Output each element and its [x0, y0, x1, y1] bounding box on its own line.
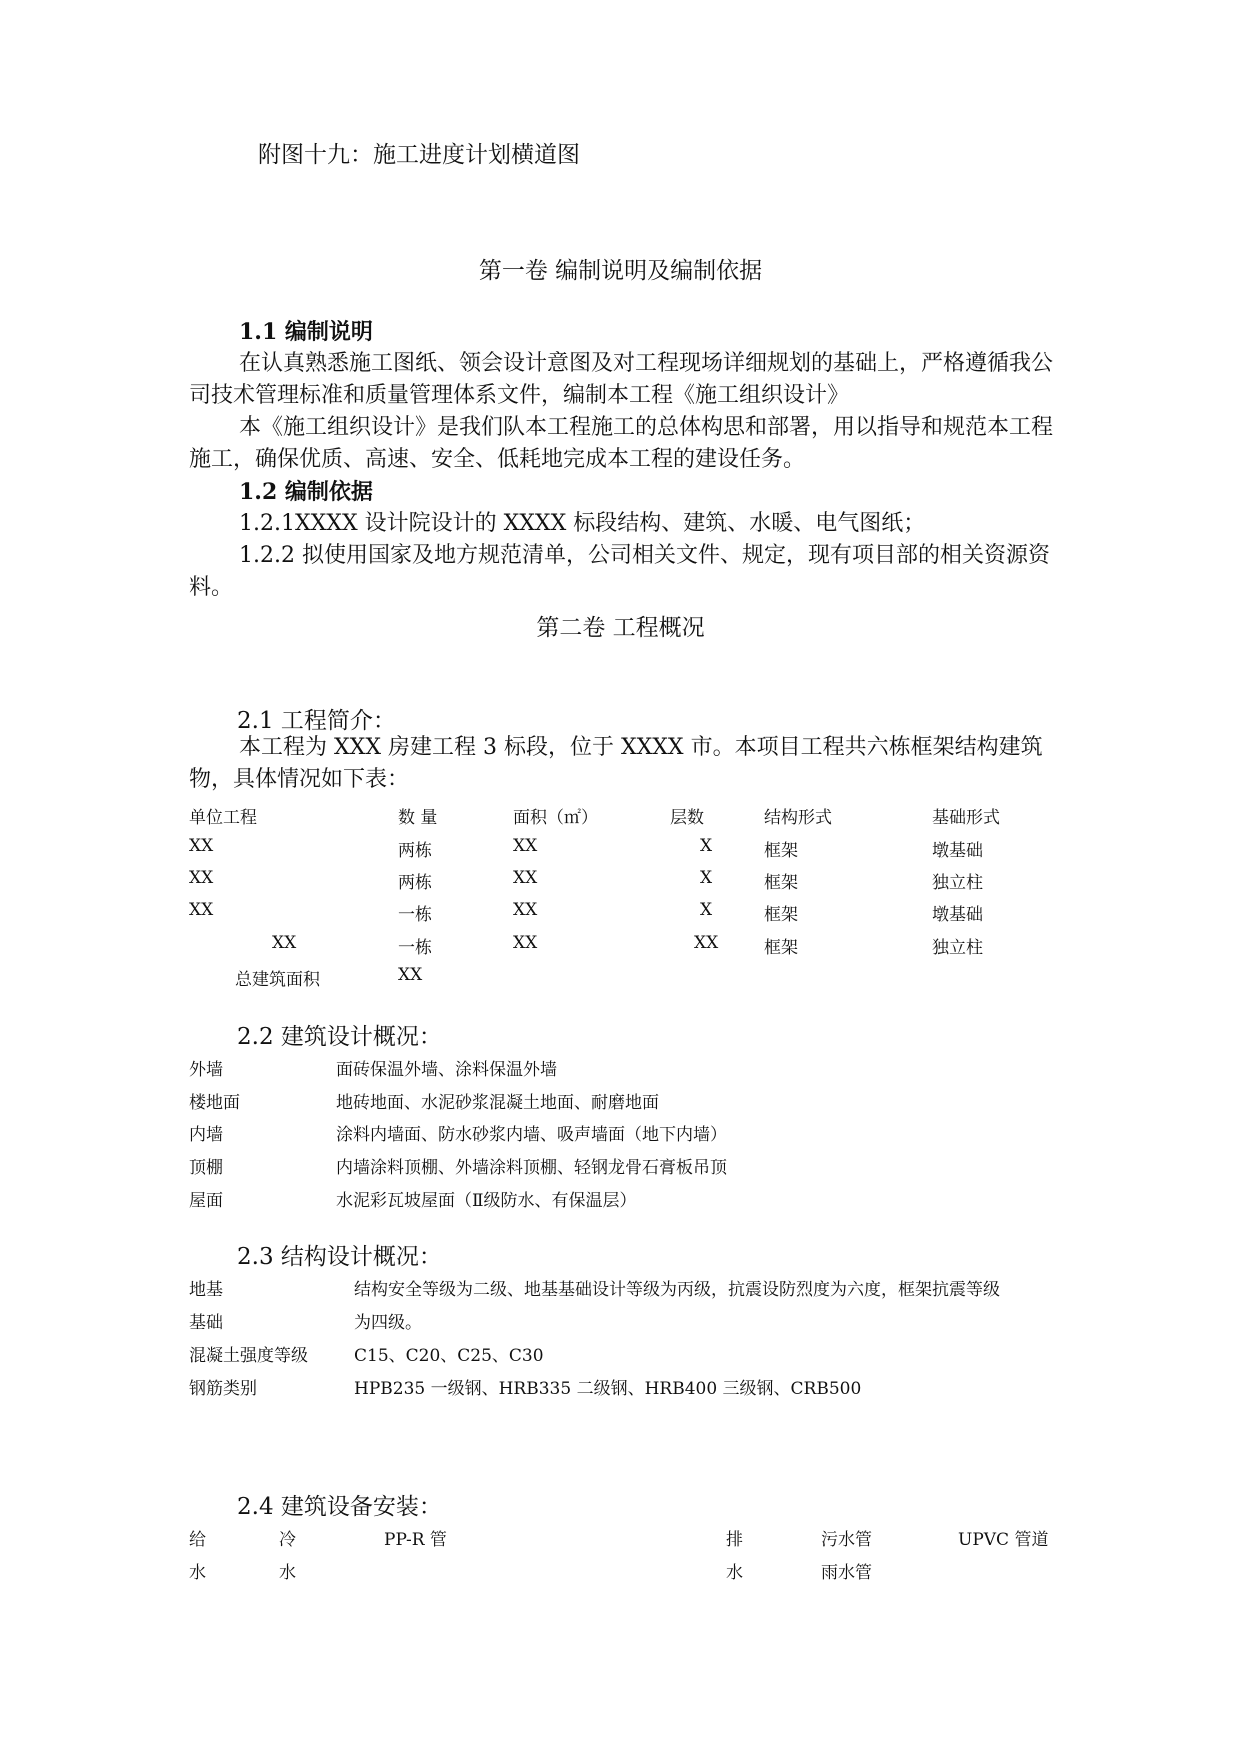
table-cell: XX [513, 900, 538, 920]
table-cell: XX [189, 868, 214, 888]
list-item-label: 楼地面 [189, 1093, 240, 1113]
list-item-value: 结构安全等级为二级、地基基础设计等级为丙级，抗震设防烈度为六度，框架抗震等级 [354, 1280, 1000, 1300]
section-1-1-paragraph-1: 在认真熟悉施工图纸、领会设计意图及对工程现场详细规划的基础上，严格遵循我公司技术管理标准和质量管理体系文件，编制本工程《施工组织设计》 [189, 351, 1054, 408]
table-cell: XX [513, 836, 538, 856]
table-header-foundation: 基础形式 [932, 808, 1000, 828]
list-item-label: 钢筋类别 [189, 1379, 257, 1399]
list-item-value: C15、C20、C25、C30 [354, 1346, 544, 1366]
table-total-label: 总建筑面积 [235, 970, 320, 990]
table-cell: XX [694, 933, 719, 953]
table-header-floors: 层数 [670, 808, 704, 828]
table-header-area: 面积（㎡） [513, 808, 598, 828]
volume-1-title: 第一卷 编制说明及编制依据 [478, 258, 763, 284]
table-cell: 雨水管 [821, 1563, 872, 1583]
list-item-value: 地砖地面、水泥砂浆混凝土地面、耐磨地面 [336, 1093, 659, 1113]
table-cell: 给 [189, 1530, 206, 1550]
table-cell: XX [189, 836, 214, 856]
table-cell: XX [513, 933, 538, 953]
table-cell: PP-R 管 [384, 1530, 447, 1550]
table-cell: XX [189, 900, 214, 920]
list-item-value: 面砖保温外墙、涂料保温外墙 [336, 1060, 557, 1080]
table-cell: 墩基础 [932, 841, 983, 861]
table-cell: 框架 [764, 905, 798, 925]
table-cell: X [700, 868, 713, 888]
table-header-quantity: 数 量 [398, 808, 438, 828]
table-cell: 水 [726, 1563, 743, 1583]
table-header-unit: 单位工程 [189, 808, 257, 828]
table-cell: 污水管 [821, 1530, 872, 1550]
appendix-title: 附图十九：施工进度计划横道图 [258, 142, 580, 168]
list-item-label: 屋面 [189, 1191, 223, 1211]
list-item-value: 内墙涂料顶棚、外墙涂料顶棚、轻钢龙骨石膏板吊顶 [336, 1158, 727, 1178]
list-item-label: 内墙 [189, 1125, 223, 1145]
table-cell: 水 [189, 1563, 206, 1583]
section-2-1-paragraph: 本工程为 XXX 房建工程 3 标段，位于 XXXX 市。本项目工程共六栋框架结构建筑物，具体情况如下表： [189, 735, 1043, 792]
section-1-1-heading: 1.1 编制说明 [239, 319, 373, 345]
table-cell: 独立柱 [932, 938, 983, 958]
list-item-label: 外墙 [189, 1060, 223, 1080]
section-2-4-heading: 2.4 建筑设备安装： [237, 1494, 442, 1520]
list-item-label: 混凝土强度等级 [189, 1346, 308, 1366]
section-2-1-heading: 2.1 工程简介： [237, 708, 396, 734]
table-header-structure: 结构形式 [764, 808, 832, 828]
list-item-value: 为四级。 [354, 1313, 422, 1333]
table-cell: 两栋 [398, 841, 432, 861]
table-cell: 排 [726, 1530, 743, 1550]
table-total-value: XX [398, 965, 423, 985]
table-cell: X [700, 900, 713, 920]
table-cell: 独立柱 [932, 873, 983, 893]
table-cell: XX [272, 933, 297, 953]
list-item-label: 地基 [189, 1280, 223, 1300]
section-2-2-heading: 2.2 建筑设计概况： [237, 1024, 442, 1050]
section-2-3-heading: 2.3 结构设计概况： [237, 1244, 442, 1270]
table-cell: 墩基础 [932, 905, 983, 925]
list-item-label: 基础 [189, 1313, 223, 1333]
list-item-label: 顶棚 [189, 1158, 223, 1178]
list-item-value: 涂料内墙面、防水砂浆内墙、吸声墙面（地下内墙） [336, 1125, 727, 1145]
table-cell: 框架 [764, 841, 798, 861]
table-cell: XX [513, 868, 538, 888]
table-cell: 水 [279, 1563, 296, 1583]
table-cell: 两栋 [398, 873, 432, 893]
table-cell: 冷 [279, 1530, 296, 1550]
table-cell: 一栋 [398, 905, 432, 925]
table-cell: UPVC 管道 [958, 1530, 1049, 1550]
section-1-2-item-2: 1.2.2 拟使用国家及地方规范清单，公司相关文件、规定，现有项目部的相关资源资料。 [189, 543, 1050, 600]
table-cell: X [700, 836, 713, 856]
table-cell: 框架 [764, 938, 798, 958]
section-1-2-item-1: 1.2.1XXXX 设计院设计的 XXXX 标段结构、建筑、水暖、电气图纸； [239, 511, 926, 536]
volume-2-title: 第二卷 工程概况 [536, 615, 705, 641]
list-item-value: HPB235 一级钢、HRB335 二级钢、HRB400 三级钢、CRB500 [354, 1379, 862, 1399]
section-1-1-paragraph-2: 本《施工组织设计》是我们队本工程施工的总体构思和部署，用以指导和规范本工程施工，确保优质、高速、安全、低耗地完成本工程的建设任务。 [189, 415, 1054, 472]
list-item-value: 水泥彩瓦坡屋面（Ⅱ级防水、有保温层） [336, 1191, 637, 1211]
section-1-2-heading: 1.2 编制依据 [239, 479, 373, 505]
table-cell: 一栋 [398, 938, 432, 958]
table-cell: 框架 [764, 873, 798, 893]
